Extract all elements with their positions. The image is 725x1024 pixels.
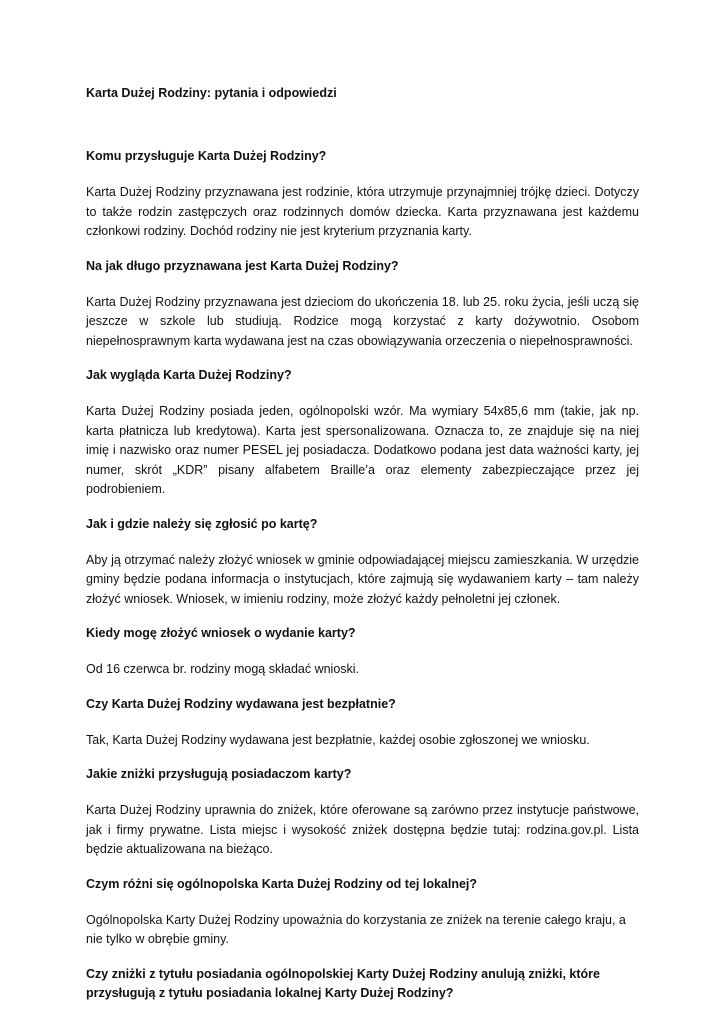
question-8: Czym różni się ogólnopolska Karta Dużej Rodziny od tej lokalnej?	[86, 876, 478, 891]
answer-6: Tak, Karta Dużej Rodziny wydawana jest bezpłatnie, każdej osobie zgłoszonej we wniosku.	[86, 732, 590, 747]
question-2: Na jak długo przyznawana jest Karta Dużej Rodziny?	[86, 258, 399, 273]
question-5: Kiedy mogę złożyć wniosek o wydanie karty?	[86, 626, 356, 640]
question-3: Jak wygląda Karta Dużej Rodziny?	[86, 368, 292, 382]
question-4: Jak i gdzie należy się zgłosić po kartę?	[86, 516, 318, 531]
answer-3: Karta Dużej Rodziny posiada jeden, ogólnopolski wzór. Ma wymiary 54x85,6 mm (takie, jak np. karta płatnicza lub kredytowa). Karta jest spersonalizowana. Oznacza to, ze znajduje się na niej imię i nazwisko oraz numer PESEL jej posiadacza. Dodatkowo podana jest data ważności karty, jej numer, skrót „KDR” pisany alfabetem Braille’a oraz elementy zabezpieczające przez jej podrobieniem.	[86, 404, 639, 496]
question-1: Komu przysługuje Karta Dużej Rodziny?	[86, 149, 327, 163]
answer-5: Od 16 czerwca br. rodziny mogą składać wnioski.	[86, 662, 360, 676]
answer-1: Karta Dużej Rodziny przyznawana jest rodzinie, która utrzymuje przynajmniej trójkę dzieci. Dotyczy to także rodzin zastępczych oraz rodzinnych domów dziecka. Karta przyznawana jest każdemu członkowi rodziny. Dochód rodziny nie jest kryterium przyznania karty.	[86, 185, 639, 238]
question-6: Czy Karta Dużej Rodziny wydawana jest bezpłatnie?	[86, 696, 396, 711]
answer-4: Aby ją otrzymać należy złożyć wniosek w gminie odpowiadającej miejscu zamieszkania. W urzędzie gminy będzie podana informacja o instytucjach, które zajmują się wydawaniem karty – tam należy złożyć wniosek. Wniosek, w imieniu rodziny, może złożyć każdy pełnoletni jej członek.	[86, 552, 639, 606]
question-9: Czy zniżki z tytułu posiadania ogólnopolskiej Karty Dużej Rodziny anulują zniżki, które przysługują z tytułu posiadania lokalnej Karty Dużej Rodziny?	[86, 966, 600, 1000]
answer-2: Karta Dużej Rodziny przyznawana jest dzieciom do ukończenia 18. lub 25. roku życia, jeśli uczą się jeszcze w szkole lub studiują. Rodzice mogą korzystać z karty dożywotnio. Osobom niepełnosprawnym karta wydawana jest na czas obowiązywania orzeczenia o niepełnosprawności.	[86, 294, 639, 348]
question-7: Jakie zniżki przysługują posiadaczom karty?	[86, 767, 352, 781]
answer-8: Ogólnopolska Karty Dużej Rodziny upoważnia do korzystania ze zniżek na terenie całego kraju, a nie tylko w obrębie gminy.	[86, 912, 626, 946]
document-title: Karta Dużej Rodziny: pytania i odpowiedzi	[86, 86, 337, 100]
answer-7: Karta Dużej Rodziny uprawnia do zniżek, które oferowane są zarówno przez instytucje państwowe, jak i firmy prywatne. Lista miejsc i wysokość zniżek dostępna będzie tutaj: rodzina.gov.pl. Lista będzie aktualizowana na bieżąco.	[86, 803, 639, 856]
